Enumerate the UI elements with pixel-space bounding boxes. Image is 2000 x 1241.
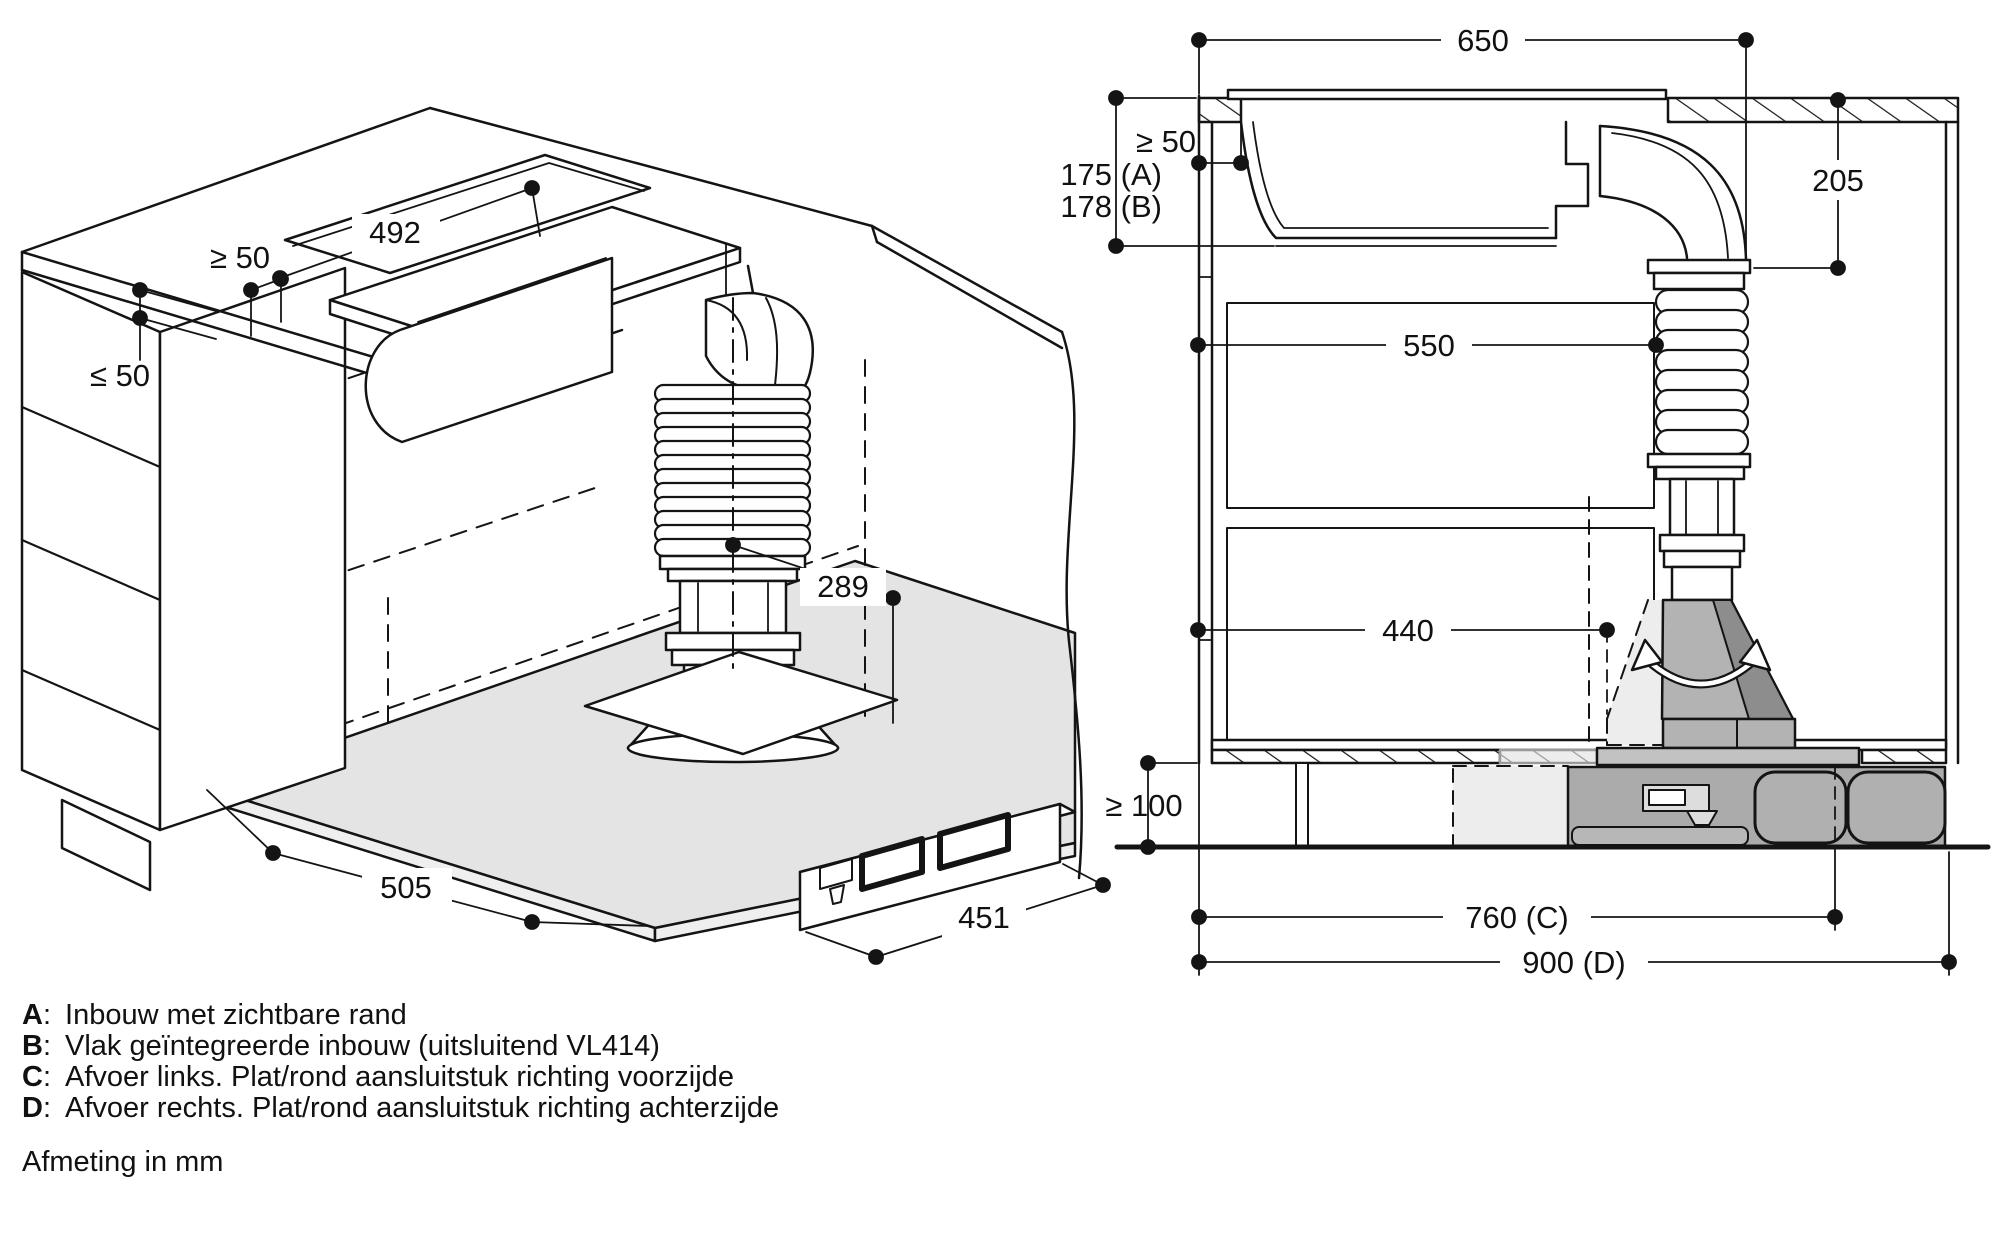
dim-550	[1191, 325, 1663, 365]
legend-text: Afvoer rechts. Plat/rond aansluitstuk richting achterzijde	[65, 1092, 780, 1124]
counter-hatch-right	[1668, 98, 1958, 122]
elbow-duct	[706, 266, 813, 391]
isometric-view	[22, 108, 1110, 964]
legend-key: C	[22, 1061, 43, 1093]
funnel-ghost	[1589, 497, 1663, 745]
legend-item-b: B: Vlak geïntegreerde inbouw (uitsluitend VL414)	[22, 1030, 660, 1062]
legend	[22, 1000, 779, 1124]
floor-hatch-ghost	[1500, 750, 1597, 763]
dim-label-492: 492	[369, 215, 421, 250]
section-view	[1060, 20, 1988, 982]
hob-plate-section	[1228, 90, 1666, 99]
plinth-plate	[1597, 748, 1859, 765]
dim-label-440: 440	[1382, 613, 1434, 648]
cabinet-side-panel	[160, 268, 345, 830]
blower-unit-section	[1568, 767, 1945, 846]
blower-ghost	[1453, 766, 1568, 846]
legend-key: D	[22, 1092, 43, 1124]
dim-label-min100: ≥ 100	[1105, 788, 1183, 823]
hose-section	[1648, 260, 1750, 600]
dim-label-760C: 760 (C)	[1465, 900, 1569, 935]
dim-label-max50-iso: ≤ 50	[89, 358, 151, 393]
legend-text: Inbouw met zichtbare rand	[65, 999, 407, 1031]
legend-item-c: C: Afvoer links. Plat/rond aansluitstuk richting voorzijde	[22, 1061, 734, 1093]
legend-item-a: A: Inbouw met zichtbare rand	[22, 999, 407, 1031]
floor-hatch-right	[1862, 750, 1946, 763]
dim-440	[1191, 610, 1614, 714]
dim-label-289: 289	[817, 569, 869, 604]
units-footnote: Afmeting in mm	[22, 1146, 224, 1178]
floor-hatch-left	[1212, 750, 1500, 763]
dim-label-178B: 178 (B)	[1060, 189, 1162, 224]
dim-label-900D: 900 (D)	[1522, 945, 1626, 980]
dim-label-650: 650	[1457, 23, 1509, 58]
dim-label-451: 451	[958, 900, 1010, 935]
legend-item-d: D: Afvoer rechts. Plat/rond aansluitstuk richting achterzijde	[22, 1092, 780, 1124]
dim-label-min50-iso: ≥ 50	[209, 240, 271, 275]
trough-section	[1241, 122, 1588, 246]
dim-min100	[1105, 756, 1197, 854]
dim-label-205: 205	[1812, 163, 1864, 198]
dim-label-min50-section: ≥ 50	[1135, 124, 1197, 159]
legend-text: Vlak geïntegreerde inbouw (uitsluitend VL414)	[65, 1030, 660, 1062]
dim-label-175A: 175 (A)	[1060, 157, 1162, 192]
legend-key: B	[22, 1030, 43, 1062]
counter-hatch-left	[1199, 98, 1241, 122]
legend-text: Afvoer links. Plat/rond aansluitstuk richting voorzijde	[65, 1061, 734, 1093]
dim-label-550: 550	[1403, 328, 1455, 363]
dim-label-505: 505	[380, 870, 432, 905]
plinth-leg	[1296, 763, 1308, 847]
legend-key: A	[22, 999, 43, 1031]
elbow-section	[1600, 126, 1746, 260]
